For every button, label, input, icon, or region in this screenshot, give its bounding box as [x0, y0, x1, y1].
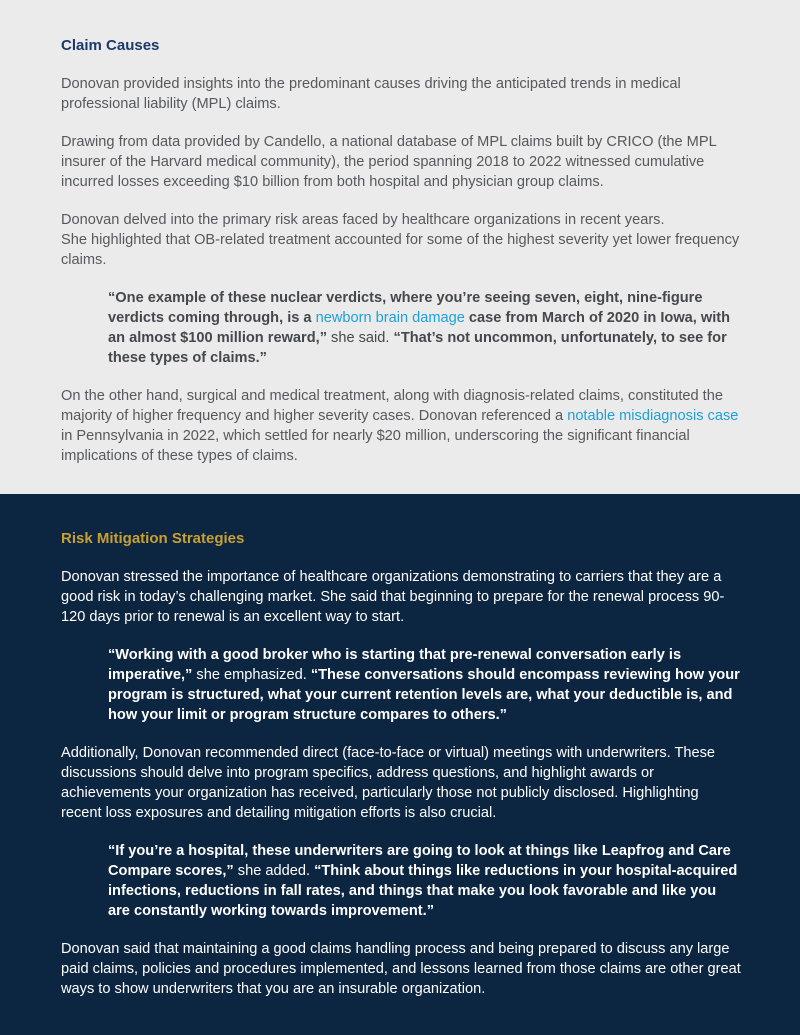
- claim-causes-heading: Claim Causes: [61, 37, 160, 54]
- risk-mitigation-quote-1: [108, 645, 741, 725]
- quote-2-attribution: she added.: [233, 863, 315, 879]
- quote-bold-b: case from March of 2020 in Iowa, with an almost $100 million reward,”: [108, 310, 731, 346]
- paragraph-3-line-2: She highlighted that OB-related treatment accounted for some of the highest severity yet lower frequency claims.: [61, 232, 740, 268]
- quote-1-bold-b: “These conversations should encompass reviewing how your program is structured, what your current retention levels are, what your deductible is, and how your limit or program structure compares to others.”: [108, 667, 740, 723]
- risk-mitigation-paragraph-3: Donovan said that maintaining a good claims handling process and being prepared to discuss any large paid claims, policies and procedures implemented, and lessons learned from those claims are other great ways to show underwriters that you are an insurable organization.: [61, 941, 741, 997]
- quote-bold-a: “One example of these nuclear verdicts, where you’re seeing seven, eight, nine-figure verdicts coming through, is a: [108, 290, 703, 326]
- claim-causes-paragraph-4: [61, 386, 741, 466]
- risk-mitigation-quote-2: [108, 841, 741, 921]
- claim-causes-paragraph-3: [61, 210, 741, 270]
- risk-mitigation-paragraph-1: Donovan stressed the importance of healthcare organizations demonstrating to carriers that they are a good risk in today’s challenging market. She said that beginning to prepare for the renewal process 90-120 days prior to renewal is an excellent way to start.: [61, 569, 725, 625]
- claim-causes-section: [0, 0, 800, 494]
- claim-causes-content: [61, 36, 741, 466]
- quote-bold-c: “That’s not uncommon, unfortunately, to see for these types of claims.”: [108, 330, 727, 366]
- quote-2-bold-a: “If you’re a hospital, these underwriters are going to look at things like Leapfrog and Care Compare scores,”: [108, 843, 731, 879]
- paragraph-4-text-b: in Pennsylvania in 2022, which settled for nearly $20 million, underscoring the significant financial implications of these types of claims.: [61, 428, 690, 464]
- paragraph-3-line-1: Donovan delved into the primary risk areas faced by healthcare organizations in recent years.: [61, 212, 665, 228]
- claim-causes-quote: [108, 288, 741, 368]
- risk-mitigation-content: [61, 529, 741, 999]
- quote-1-bold-a: “Working with a good broker who is starting that pre-renewal conversation early is imperative,”: [108, 647, 682, 683]
- claim-causes-paragraph-2: Drawing from data provided by Candello, a national database of MPL claims built by CRICO (the MPL insurer of the Harvard medical community), the period spanning 2018 to 2022 witnessed cumulative incurred losses exceeding $10 billion from both hospital and physician group claims.: [61, 134, 717, 190]
- claim-causes-paragraph-1: Donovan provided insights into the predominant causes driving the anticipated trends in medical professional liability (MPL) claims.: [61, 76, 681, 112]
- misdiagnosis-case-link[interactable]: notable misdiagnosis case: [567, 408, 739, 424]
- newborn-brain-damage-link[interactable]: newborn brain damage: [315, 310, 465, 326]
- quote-attribution: she said.: [327, 330, 394, 346]
- risk-mitigation-paragraph-2: Additionally, Donovan recommended direct (face-to-face or virtual) meetings with underwriters. These discussions should delve into program specifics, address questions, and highlight awards or achievements your organization has received, particularly those not publicly disclosed. Highlighting recent loss exposures and detailing mitigation efforts is also crucial.: [61, 745, 716, 821]
- risk-mitigation-section: [0, 494, 800, 1035]
- quote-1-attribution: she emphasized.: [192, 667, 311, 683]
- paragraph-4-text-a: On the other hand, surgical and medical treatment, along with diagnosis-related claims, constituted the majority of higher frequency and higher severity cases. Donovan referenced a: [61, 388, 723, 424]
- quote-2-bold-b: “Think about things like reductions in your hospital-acquired infections, reductions in fall rates, and things that make you look favorable and like you are constantly working towards improvement.”: [108, 863, 738, 919]
- risk-mitigation-heading: Risk Mitigation Strategies: [61, 530, 245, 547]
